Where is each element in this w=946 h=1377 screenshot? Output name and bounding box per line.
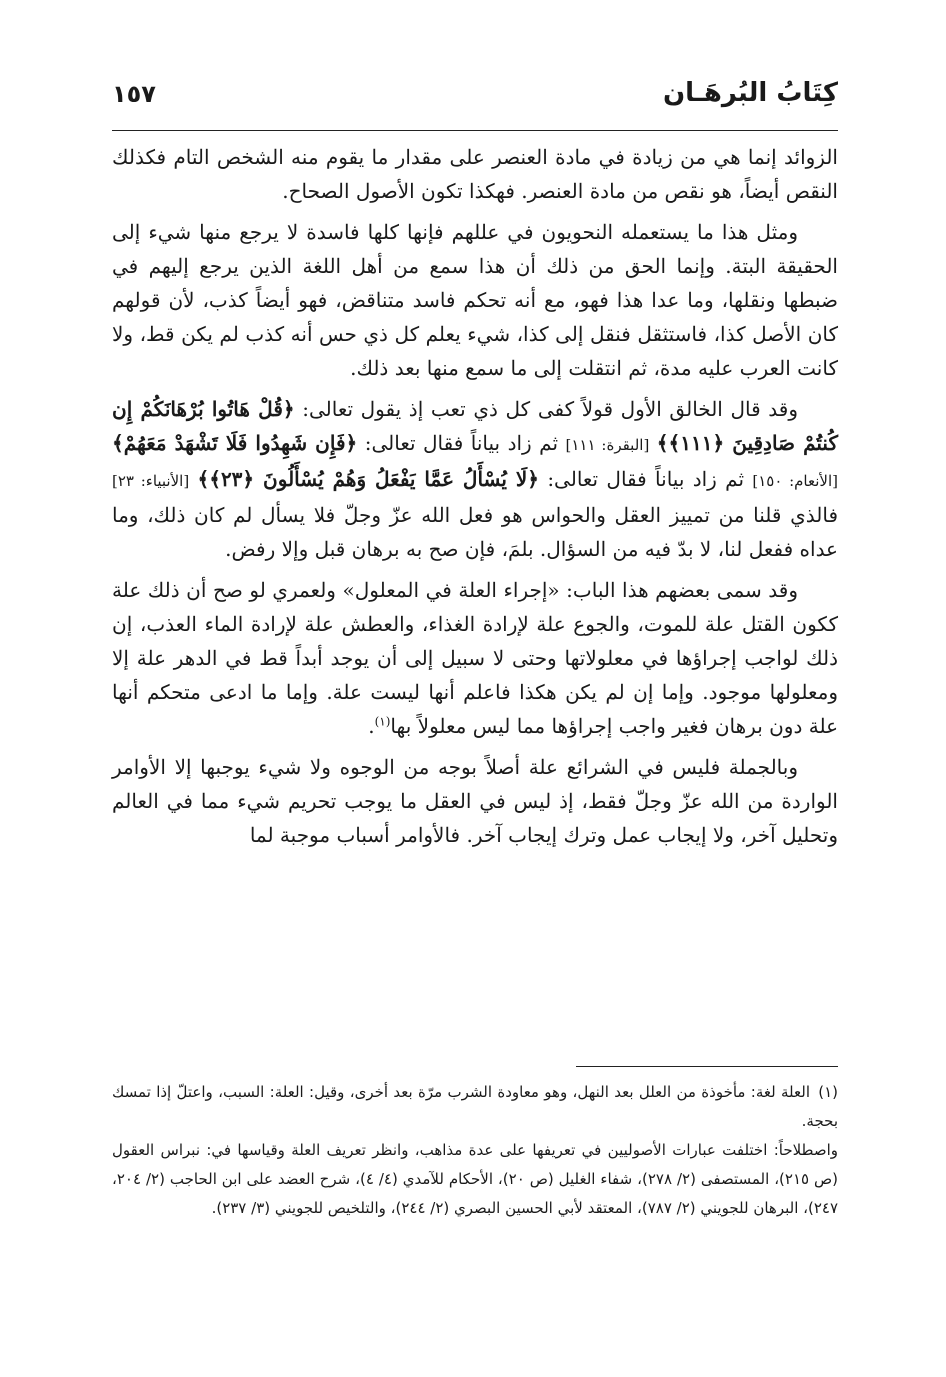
- footnote-1-continuation: واصطلاحاً: اختلفت عبارات الأصوليين في تعريفها على عدة مذاهب، وانظر تعريف العلة وقياسها في: نبراس العقول (ص ٢١٥)، المستصفى (٢/ ٢٧٨)، شفاء الغليل (ص ٢٠)، الأحكام للآمدي (٤/ ٤)، شرح العضد على ابن الحاجب (٢/ ٢٠٤، ٢٤٧)، البرهان للجويني (٢/ ٧٨٧)، المعتقد لأبي الحسين البصري (٢/ ٢٤٤)، والتلخيص للجويني (٣/ ٢٣٧).: [112, 1141, 839, 1217]
- footnotes: [112, 1078, 838, 1223]
- paragraph-3: [112, 392, 838, 566]
- verse-reference-1: [البقرة: ١١١]: [565, 436, 650, 454]
- verse-reference-2: [الأنعام: ١٥٠]: [752, 472, 838, 490]
- main-text: [112, 140, 838, 859]
- footnote-1: [112, 1078, 838, 1136]
- p3-text-3: ثم زاد بياناً فقال تعالى:: [547, 467, 745, 491]
- paragraph-4: [112, 573, 838, 743]
- paragraph-5: وبالجملة فليس في الشرائع علة أصلاً بوجه من الوجوه ولا شيء يوجبها إلا الأوامر الواردة من الله عزّ وجلّ فقط، إذ ليس في العقل ما يوجب تحريم شيء مما في العالم وتحليل آخر، ولا إيجاب عمل وترك إيجاب آخر. فالأوامر أسباب موجبة لما: [112, 755, 838, 847]
- footnote-divider: [576, 1066, 838, 1067]
- p3-text-1: وقد قال الخالق الأول قولاً كفى كل ذي تعب إذ يقول تعالى:: [302, 397, 798, 421]
- header-divider: [112, 130, 838, 131]
- footnote-reference[interactable]: (١): [374, 714, 391, 729]
- p4-end: .: [368, 714, 375, 738]
- book-title: كِتَابُ البُرهَـان: [662, 78, 838, 108]
- quran-verse-3: ﴿لَا يُسْأَلُ عَمَّا يَفْعَلُ وَهُمْ يُسْأَلُونَ ﴿٢٣﴾﴾: [197, 467, 539, 491]
- quran-verse-2: ﴿فَإِن شَهِدُوا فَلَا تَشْهَدْ مَعَهُمْ﴾: [112, 431, 358, 455]
- p4-text: وقد سمى بعضهم هذا الباب: «إجراء العلة في المعلول» ولعمري لو صح أن ذلك علة ككون القتل علة للموت، والجوع علة لإرادة الغذاء، والعطش علة لإرادة الماء العذب، إن ذلك لواجب إجراؤها في معلولاتها وحتى لا سبيل إلى أن يوجد أبداً قط في الدهر علة إلا ومعلولها موجود. وإما إن لم يكن هكذا فاعلم أنها ليست علة. وإما ما ادعى متحكم أنها علة دون برهان فغير واجب إجراؤها مما ليس معلولاً بها: [112, 578, 838, 738]
- page-number: ١٥٧: [112, 80, 156, 108]
- p3-text-4: فالذي قلنا من تمييز العقل والحواس هو فعل الله عزّ وجلّ فلا يسأل لم كان ذلك، وما عداه ففعل لنا، لا بدّ فيه من السؤال. بلمَ، فإن صح به برهان قبل وإلا رفض.: [112, 503, 838, 561]
- paragraph-1: الزوائد إنما هي من زيادة في مادة العنصر على مقدار ما يقوم منه الشخص التام فكذلك النقص أيضاً، هو نقص من مادة العنصر. فهكذا تكون الأصول الصحاح.: [112, 145, 838, 203]
- p3-text-2: ثم زاد بياناً فقال تعالى:: [364, 431, 559, 455]
- footnote-1-mark: (١): [818, 1083, 838, 1101]
- verse-reference-3: [الأنبياء: ٢٣]: [112, 472, 190, 490]
- quran-verse-1: ﴿قُلْ هَاتُوا بُرْهَانَكُمْ إِن كُنتُمْ صَادِقِينَ ﴿١١١﴾﴾: [112, 397, 838, 455]
- page-header: [112, 78, 838, 118]
- paragraph-2: ومثل هذا ما يستعمله النحويون في عللهم فإنها كلها فاسدة لا يرجع منها شيء إلى الحقيقة البتة. وإنما الحق من ذلك أن هذا سمع من أهل اللغة الذين يرجع إليهم في ضبطها ونقلها، وما عدا هذا فهو، مع أنه تحكم فاسد متناقض، فهو أيضاً كذب، لأن قولهم كان الأصل كذا، فاستثقل فنقل إلى كذا، شيء يعلم كل ذي حس أنه كذب لم يكن قط، ولا كانت العرب عليه مدة، ثم انتقلت إلى ما سمع منها بعد ذلك.: [112, 220, 838, 380]
- footnote-1-text: العلة لغة: مأخوذة من العلل بعد النهل، وهو معاودة الشرب مرّة بعد أخرى، وقيل: العلة: السبب، واعتلّ إذا تمسك بحجة.: [112, 1083, 838, 1130]
